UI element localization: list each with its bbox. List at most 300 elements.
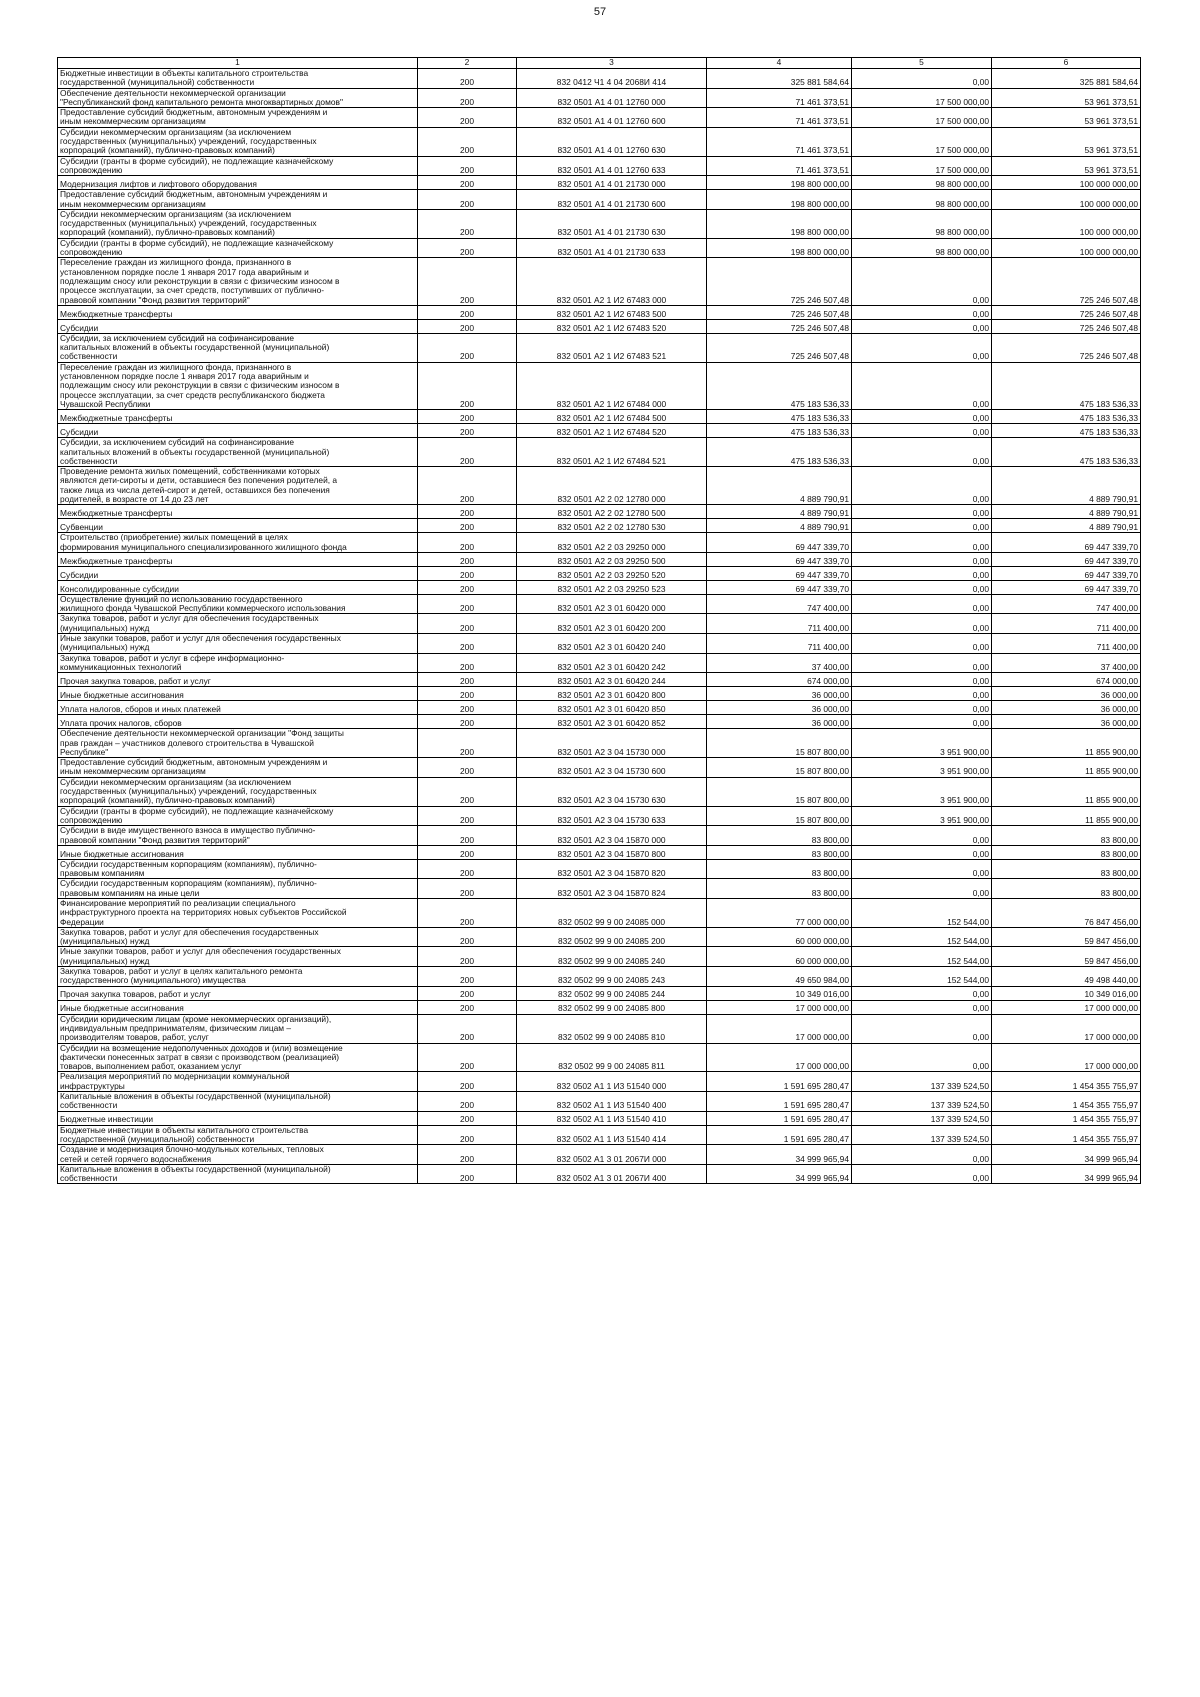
- table-row: [58, 438, 1141, 467]
- admin-code-cell: 200: [418, 653, 517, 673]
- classification-code-cell: 832 0502 99 9 00 24085 000: [517, 899, 707, 928]
- change-cell: 137 339 524,50: [852, 1092, 992, 1112]
- row-name-cell: Межбюджетные трансферты: [58, 410, 418, 424]
- classification-code-cell: 832 0501 А2 3 01 60420 244: [517, 673, 707, 687]
- admin-code-cell: 200: [418, 986, 517, 1000]
- change-cell: 0,00: [852, 715, 992, 729]
- amount-cell: 10 349 016,00: [707, 986, 852, 1000]
- admin-code-cell: 200: [418, 566, 517, 580]
- table-row: [58, 319, 1141, 333]
- row-name-cell: Финансирование мероприятий по реализации специального инфраструктурного проекта на территориях новых субъектов Российской Федерации: [58, 899, 418, 928]
- change-cell: 0,00: [852, 879, 992, 899]
- result-cell: 674 000,00: [992, 673, 1141, 687]
- row-name-cell: Иные бюджетные ассигнования: [58, 845, 418, 859]
- admin-code-cell: 200: [418, 209, 517, 238]
- result-cell: 17 000 000,00: [992, 1014, 1141, 1043]
- row-name-cell: Субсидии государственным корпорациям (компаниям), публично- правовым компаниям на иные цели: [58, 879, 418, 899]
- result-cell: 11 855 900,00: [992, 806, 1141, 826]
- admin-code-cell: 200: [418, 826, 517, 846]
- change-cell: 137 339 524,50: [852, 1111, 992, 1125]
- admin-code-cell: 200: [418, 410, 517, 424]
- change-cell: 0,00: [852, 580, 992, 594]
- admin-code-cell: 200: [418, 438, 517, 467]
- row-name-cell: Межбюджетные трансферты: [58, 552, 418, 566]
- classification-code-cell: 832 0501 А2 3 04 15870 800: [517, 845, 707, 859]
- change-cell: 0,00: [852, 614, 992, 634]
- change-cell: 0,00: [852, 533, 992, 553]
- classification-code-cell: 832 0501 А2 3 04 15730 600: [517, 758, 707, 778]
- amount-cell: 475 183 536,33: [707, 362, 852, 409]
- classification-code-cell: 832 0501 А2 1 И2 67483 520: [517, 319, 707, 333]
- result-cell: 475 183 536,33: [992, 438, 1141, 467]
- budget-table: [57, 57, 1141, 1184]
- row-name-cell: Бюджетные инвестиции в объекты капитального строительства государственной (муниципальной) собственности: [58, 1125, 418, 1145]
- amount-cell: 71 461 373,51: [707, 88, 852, 108]
- change-cell: 0,00: [852, 653, 992, 673]
- amount-cell: 725 246 507,48: [707, 333, 852, 362]
- classification-code-cell: 832 0502 А1 1 И3 51540 000: [517, 1072, 707, 1092]
- classification-code-cell: 832 0412 Ч1 4 04 2068И 414: [517, 69, 707, 89]
- classification-code-cell: 832 0501 А2 3 04 15730 630: [517, 777, 707, 806]
- classification-code-cell: 832 0501 А2 1 И2 67483 521: [517, 333, 707, 362]
- change-cell: 17 500 000,00: [852, 88, 992, 108]
- table-row: [58, 305, 1141, 319]
- amount-cell: 1 591 695 280,47: [707, 1125, 852, 1145]
- classification-code-cell: 832 0501 А2 2 02 12780 500: [517, 505, 707, 519]
- admin-code-cell: 200: [418, 1125, 517, 1145]
- table-row: [58, 505, 1141, 519]
- change-cell: 0,00: [852, 333, 992, 362]
- result-cell: 711 400,00: [992, 634, 1141, 654]
- admin-code-cell: 200: [418, 947, 517, 967]
- classification-code-cell: 832 0501 А2 3 01 60420 200: [517, 614, 707, 634]
- row-name-cell: Субсидии юридическим лицам (кроме некоммерческих организаций), индивидуальным предпринимателям, физическим лицам – производителям товаров, работ, услуг: [58, 1014, 418, 1043]
- admin-code-cell: 200: [418, 88, 517, 108]
- table-row: [58, 967, 1141, 987]
- table-row: [58, 1111, 1141, 1125]
- amount-cell: 325 881 584,64: [707, 69, 852, 89]
- classification-code-cell: 832 0501 А1 4 01 12760 600: [517, 108, 707, 128]
- classification-code-cell: 832 0501 А2 2 03 29250 500: [517, 552, 707, 566]
- classification-code-cell: 832 0501 А2 3 01 60420 850: [517, 701, 707, 715]
- classification-code-cell: 832 0501 А2 3 04 15730 000: [517, 729, 707, 758]
- admin-code-cell: 200: [418, 333, 517, 362]
- change-cell: 137 339 524,50: [852, 1072, 992, 1092]
- change-cell: 0,00: [852, 258, 992, 305]
- amount-cell: 17 000 000,00: [707, 1000, 852, 1014]
- table-row: [58, 1125, 1141, 1145]
- change-cell: 17 500 000,00: [852, 108, 992, 128]
- amount-cell: 15 807 800,00: [707, 777, 852, 806]
- table-row: [58, 467, 1141, 505]
- row-name-cell: Обеспечение деятельности некоммерческой организации "Республиканский фонд капитального ремонта многоквартирных домов": [58, 88, 418, 108]
- amount-cell: 34 999 965,94: [707, 1164, 852, 1184]
- change-cell: 17 500 000,00: [852, 127, 992, 156]
- change-cell: 152 544,00: [852, 927, 992, 947]
- table-row: [58, 1043, 1141, 1072]
- admin-code-cell: 200: [418, 1000, 517, 1014]
- change-cell: 0,00: [852, 467, 992, 505]
- table-row: [58, 701, 1141, 715]
- result-cell: 100 000 000,00: [992, 176, 1141, 190]
- amount-cell: 674 000,00: [707, 673, 852, 687]
- table-row: [58, 879, 1141, 899]
- table-row: [58, 566, 1141, 580]
- row-name-cell: Субсидии, за исключением субсидий на софинансирование капитальных вложений в объекты государственной (муниципальной) собственности: [58, 438, 418, 467]
- amount-cell: 69 447 339,70: [707, 580, 852, 594]
- change-cell: 3 951 900,00: [852, 729, 992, 758]
- table-row: [58, 653, 1141, 673]
- amount-cell: 83 800,00: [707, 826, 852, 846]
- result-cell: 100 000 000,00: [992, 190, 1141, 210]
- classification-code-cell: 832 0501 А2 3 01 60420 000: [517, 594, 707, 614]
- result-cell: 100 000 000,00: [992, 209, 1141, 238]
- change-cell: 0,00: [852, 687, 992, 701]
- change-cell: 0,00: [852, 826, 992, 846]
- classification-code-cell: 832 0501 А2 2 03 29250 000: [517, 533, 707, 553]
- table-row: [58, 519, 1141, 533]
- change-cell: 3 951 900,00: [852, 806, 992, 826]
- amount-cell: 4 889 790,91: [707, 519, 852, 533]
- amount-cell: 725 246 507,48: [707, 258, 852, 305]
- result-cell: 711 400,00: [992, 614, 1141, 634]
- change-cell: 0,00: [852, 1043, 992, 1072]
- amount-cell: 71 461 373,51: [707, 127, 852, 156]
- change-cell: 98 800 000,00: [852, 238, 992, 258]
- admin-code-cell: 200: [418, 614, 517, 634]
- row-name-cell: Иные закупки товаров, работ и услуг для обеспечения государственных (муниципальных) нужд: [58, 947, 418, 967]
- result-cell: 36 000,00: [992, 701, 1141, 715]
- result-cell: 49 498 440,00: [992, 967, 1141, 987]
- classification-code-cell: 832 0502 99 9 00 24085 811: [517, 1043, 707, 1072]
- change-cell: 0,00: [852, 424, 992, 438]
- result-cell: 725 246 507,48: [992, 319, 1141, 333]
- admin-code-cell: 200: [418, 927, 517, 947]
- change-cell: 0,00: [852, 1164, 992, 1184]
- page-number: 57: [593, 6, 607, 18]
- row-name-cell: Предоставление субсидий бюджетным, автономным учреждениям и иным некоммерческим организациям: [58, 190, 418, 210]
- table-row: [58, 614, 1141, 634]
- change-cell: 0,00: [852, 552, 992, 566]
- change-cell: 0,00: [852, 519, 992, 533]
- result-cell: 475 183 536,33: [992, 362, 1141, 409]
- admin-code-cell: 200: [418, 156, 517, 176]
- result-cell: 83 800,00: [992, 826, 1141, 846]
- classification-code-cell: 832 0501 А1 4 01 21730 600: [517, 190, 707, 210]
- admin-code-cell: 200: [418, 127, 517, 156]
- row-name-cell: Предоставление субсидий бюджетным, автономным учреждениям и иным некоммерческим организациям: [58, 758, 418, 778]
- admin-code-cell: 200: [418, 258, 517, 305]
- row-name-cell: Реализация мероприятий по модернизации коммунальной инфраструктуры: [58, 1072, 418, 1092]
- admin-code-cell: 200: [418, 108, 517, 128]
- amount-cell: 198 800 000,00: [707, 176, 852, 190]
- table-row: [58, 986, 1141, 1000]
- result-cell: 69 447 339,70: [992, 566, 1141, 580]
- table-row: [58, 410, 1141, 424]
- result-cell: 100 000 000,00: [992, 238, 1141, 258]
- admin-code-cell: 200: [418, 305, 517, 319]
- amount-cell: 69 447 339,70: [707, 533, 852, 553]
- table-body: [58, 69, 1141, 1184]
- result-cell: 4 889 790,91: [992, 505, 1141, 519]
- row-name-cell: Уплата налогов, сборов и иных платежей: [58, 701, 418, 715]
- admin-code-cell: 200: [418, 519, 517, 533]
- amount-cell: 4 889 790,91: [707, 467, 852, 505]
- admin-code-cell: 200: [418, 687, 517, 701]
- table-row: [58, 826, 1141, 846]
- admin-code-cell: 200: [418, 777, 517, 806]
- amount-cell: 711 400,00: [707, 614, 852, 634]
- amount-cell: 17 000 000,00: [707, 1014, 852, 1043]
- column-header: 1: [58, 58, 418, 69]
- result-cell: 53 961 373,51: [992, 108, 1141, 128]
- row-name-cell: Субсидии некоммерческим организациям (за исключением государственных (муниципальных) учреждений, государственных корпораций (компаний), публично-правовых компаний): [58, 209, 418, 238]
- row-name-cell: Обеспечение деятельности некоммерческой организации "Фонд защиты прав граждан – участников долевого строительства в Чувашской Республике": [58, 729, 418, 758]
- admin-code-cell: 200: [418, 1043, 517, 1072]
- result-cell: 53 961 373,51: [992, 127, 1141, 156]
- admin-code-cell: 200: [418, 859, 517, 879]
- amount-cell: 475 183 536,33: [707, 410, 852, 424]
- classification-code-cell: 832 0501 А1 4 01 12760 633: [517, 156, 707, 176]
- column-header: 3: [517, 58, 707, 69]
- result-cell: 34 999 965,94: [992, 1145, 1141, 1165]
- change-cell: 152 544,00: [852, 899, 992, 928]
- result-cell: 83 800,00: [992, 859, 1141, 879]
- change-cell: 3 951 900,00: [852, 758, 992, 778]
- classification-code-cell: 832 0501 А2 1 И2 67484 520: [517, 424, 707, 438]
- row-name-cell: Межбюджетные трансферты: [58, 305, 418, 319]
- classification-code-cell: 832 0502 99 9 00 24085 800: [517, 1000, 707, 1014]
- classification-code-cell: 832 0502 А1 1 И3 51540 410: [517, 1111, 707, 1125]
- change-cell: 3 951 900,00: [852, 777, 992, 806]
- table-row: [58, 1000, 1141, 1014]
- admin-code-cell: 200: [418, 806, 517, 826]
- admin-code-cell: 200: [418, 758, 517, 778]
- amount-cell: 1 591 695 280,47: [707, 1111, 852, 1125]
- row-name-cell: Закупка товаров, работ и услуг в целях капитального ремонта государственного (муниципального) имущества: [58, 967, 418, 987]
- result-cell: 17 000 000,00: [992, 1043, 1141, 1072]
- amount-cell: 83 800,00: [707, 859, 852, 879]
- amount-cell: 198 800 000,00: [707, 209, 852, 238]
- classification-code-cell: 832 0501 А2 2 02 12780 000: [517, 467, 707, 505]
- row-name-cell: Переселение граждан из жилищного фонда, признанного в установленном порядке после 1 января 2017 года аварийным и подлежащим сносу или реконструкции в связи с физическим износом в процессе эксплуатации, за счет средств, поступивших от публично- правовой компании "Фонд развития территорий": [58, 258, 418, 305]
- table-row: [58, 108, 1141, 128]
- row-name-cell: Субсидии, за исключением субсидий на софинансирование капитальных вложений в объекты государственной (муниципальной) собственности: [58, 333, 418, 362]
- table-row: [58, 156, 1141, 176]
- column-header: 5: [852, 58, 992, 69]
- result-cell: 1 454 355 755,97: [992, 1125, 1141, 1145]
- row-name-cell: Прочая закупка товаров, работ и услуг: [58, 986, 418, 1000]
- table-row: [58, 947, 1141, 967]
- table-row: [58, 176, 1141, 190]
- change-cell: 98 800 000,00: [852, 209, 992, 238]
- table-row: [58, 859, 1141, 879]
- admin-code-cell: 200: [418, 634, 517, 654]
- admin-code-cell: 200: [418, 176, 517, 190]
- column-header: 2: [418, 58, 517, 69]
- change-cell: 0,00: [852, 701, 992, 715]
- amount-cell: 475 183 536,33: [707, 438, 852, 467]
- table-row: [58, 729, 1141, 758]
- classification-code-cell: 832 0502 А1 1 И3 51540 414: [517, 1125, 707, 1145]
- table-row: [58, 209, 1141, 238]
- classification-code-cell: 832 0501 А1 4 01 21730 630: [517, 209, 707, 238]
- admin-code-cell: 200: [418, 1164, 517, 1184]
- amount-cell: 1 591 695 280,47: [707, 1092, 852, 1112]
- row-name-cell: Субсидии (гранты в форме субсидий), не подлежащие казначейскому сопровождению: [58, 806, 418, 826]
- change-cell: 98 800 000,00: [852, 190, 992, 210]
- row-name-cell: Консолидированные субсидии: [58, 580, 418, 594]
- row-name-cell: Субсидии некоммерческим организациям (за исключением государственных (муниципальных) учреждений, государственных корпораций (компаний), публично-правовых компаний): [58, 127, 418, 156]
- table-row: [58, 69, 1141, 89]
- row-name-cell: Субсидии: [58, 319, 418, 333]
- classification-code-cell: 832 0501 А2 1 И2 67484 000: [517, 362, 707, 409]
- classification-code-cell: 832 0502 99 9 00 24085 243: [517, 967, 707, 987]
- classification-code-cell: 832 0501 А2 1 И2 67484 500: [517, 410, 707, 424]
- column-header: 4: [707, 58, 852, 69]
- row-name-cell: Закупка товаров, работ и услуг для обеспечения государственных (муниципальных) нужд: [58, 927, 418, 947]
- change-cell: 0,00: [852, 410, 992, 424]
- change-cell: 0,00: [852, 1014, 992, 1043]
- result-cell: 325 881 584,64: [992, 69, 1141, 89]
- table-row: [58, 533, 1141, 553]
- classification-code-cell: 832 0501 А2 3 01 60420 852: [517, 715, 707, 729]
- result-cell: 4 889 790,91: [992, 519, 1141, 533]
- change-cell: 0,00: [852, 319, 992, 333]
- table-row: [58, 552, 1141, 566]
- classification-code-cell: 832 0502 А1 1 И3 51540 400: [517, 1092, 707, 1112]
- change-cell: 0,00: [852, 505, 992, 519]
- classification-code-cell: 832 0502 99 9 00 24085 244: [517, 986, 707, 1000]
- change-cell: 0,00: [852, 305, 992, 319]
- amount-cell: 36 000,00: [707, 715, 852, 729]
- row-name-cell: Предоставление субсидий бюджетным, автономным учреждениям и иным некоммерческим организациям: [58, 108, 418, 128]
- change-cell: 137 339 524,50: [852, 1125, 992, 1145]
- amount-cell: 69 447 339,70: [707, 566, 852, 580]
- amount-cell: 77 000 000,00: [707, 899, 852, 928]
- row-name-cell: Иные бюджетные ассигнования: [58, 687, 418, 701]
- admin-code-cell: 200: [418, 424, 517, 438]
- result-cell: 59 847 456,00: [992, 947, 1141, 967]
- table-row: [58, 190, 1141, 210]
- row-name-cell: Субсидии государственным корпорациям (компаниям), публично- правовым компаниям: [58, 859, 418, 879]
- amount-cell: 4 889 790,91: [707, 505, 852, 519]
- table-row: [58, 899, 1141, 928]
- admin-code-cell: 200: [418, 467, 517, 505]
- classification-code-cell: 832 0501 А2 3 01 60420 800: [517, 687, 707, 701]
- row-name-cell: Субсидии (гранты в форме субсидий), не подлежащие казначейскому сопровождению: [58, 156, 418, 176]
- result-cell: 83 800,00: [992, 879, 1141, 899]
- table-row: [58, 673, 1141, 687]
- result-cell: 59 847 456,00: [992, 927, 1141, 947]
- table-row: [58, 1092, 1141, 1112]
- amount-cell: 725 246 507,48: [707, 305, 852, 319]
- classification-code-cell: 832 0502 99 9 00 24085 200: [517, 927, 707, 947]
- amount-cell: 1 591 695 280,47: [707, 1072, 852, 1092]
- result-cell: 10 349 016,00: [992, 986, 1141, 1000]
- row-name-cell: Капитальные вложения в объекты государственной (муниципальной) собственности: [58, 1092, 418, 1112]
- amount-cell: 747 400,00: [707, 594, 852, 614]
- column-header: 6: [992, 58, 1141, 69]
- table-row: [58, 927, 1141, 947]
- row-name-cell: Межбюджетные трансферты: [58, 505, 418, 519]
- admin-code-cell: 200: [418, 1092, 517, 1112]
- admin-code-cell: 200: [418, 552, 517, 566]
- table-row: [58, 1072, 1141, 1092]
- amount-cell: 17 000 000,00: [707, 1043, 852, 1072]
- result-cell: 1 454 355 755,97: [992, 1111, 1141, 1125]
- result-cell: 83 800,00: [992, 845, 1141, 859]
- admin-code-cell: 200: [418, 845, 517, 859]
- amount-cell: 60 000 000,00: [707, 927, 852, 947]
- classification-code-cell: 832 0502 99 9 00 24085 240: [517, 947, 707, 967]
- amount-cell: 37 400,00: [707, 653, 852, 673]
- classification-code-cell: 832 0501 А2 3 04 15870 824: [517, 879, 707, 899]
- classification-code-cell: 832 0501 А2 3 04 15870 820: [517, 859, 707, 879]
- result-cell: 1 454 355 755,97: [992, 1072, 1141, 1092]
- table-row: [58, 845, 1141, 859]
- row-name-cell: Уплата прочих налогов, сборов: [58, 715, 418, 729]
- change-cell: 0,00: [852, 859, 992, 879]
- classification-code-cell: 832 0501 А2 3 01 60420 240: [517, 634, 707, 654]
- classification-code-cell: 832 0502 А1 3 01 2067И 000: [517, 1145, 707, 1165]
- table-row: [58, 258, 1141, 305]
- admin-code-cell: 200: [418, 1072, 517, 1092]
- admin-code-cell: 200: [418, 505, 517, 519]
- table-row: [58, 1014, 1141, 1043]
- change-cell: 98 800 000,00: [852, 176, 992, 190]
- table-row: [58, 238, 1141, 258]
- result-cell: 53 961 373,51: [992, 88, 1141, 108]
- result-cell: 76 847 456,00: [992, 899, 1141, 928]
- admin-code-cell: 200: [418, 594, 517, 614]
- change-cell: 17 500 000,00: [852, 156, 992, 176]
- result-cell: 11 855 900,00: [992, 729, 1141, 758]
- amount-cell: 198 800 000,00: [707, 190, 852, 210]
- amount-cell: 475 183 536,33: [707, 424, 852, 438]
- amount-cell: 71 461 373,51: [707, 108, 852, 128]
- table-row: [58, 777, 1141, 806]
- admin-code-cell: 200: [418, 238, 517, 258]
- admin-code-cell: 200: [418, 69, 517, 89]
- table-row: [58, 715, 1141, 729]
- classification-code-cell: 832 0502 99 9 00 24085 810: [517, 1014, 707, 1043]
- change-cell: 0,00: [852, 673, 992, 687]
- classification-code-cell: 832 0501 А2 3 04 15730 633: [517, 806, 707, 826]
- result-cell: 725 246 507,48: [992, 333, 1141, 362]
- result-cell: 475 183 536,33: [992, 410, 1141, 424]
- table-row: [58, 88, 1141, 108]
- admin-code-cell: 200: [418, 701, 517, 715]
- table-row: [58, 634, 1141, 654]
- classification-code-cell: 832 0501 А2 2 02 12780 530: [517, 519, 707, 533]
- change-cell: 152 544,00: [852, 947, 992, 967]
- admin-code-cell: 200: [418, 580, 517, 594]
- change-cell: 152 544,00: [852, 967, 992, 987]
- result-cell: 69 447 339,70: [992, 533, 1141, 553]
- result-cell: 11 855 900,00: [992, 758, 1141, 778]
- table-row: [58, 333, 1141, 362]
- header-row: [58, 58, 1141, 69]
- admin-code-cell: 200: [418, 715, 517, 729]
- row-name-cell: Закупка товаров, работ и услуг в сфере информационно- коммуникационных технологий: [58, 653, 418, 673]
- amount-cell: 71 461 373,51: [707, 156, 852, 176]
- classification-code-cell: 832 0501 А2 1 И2 67483 500: [517, 305, 707, 319]
- row-name-cell: Субсидии: [58, 566, 418, 580]
- admin-code-cell: 200: [418, 190, 517, 210]
- admin-code-cell: 200: [418, 967, 517, 987]
- amount-cell: 60 000 000,00: [707, 947, 852, 967]
